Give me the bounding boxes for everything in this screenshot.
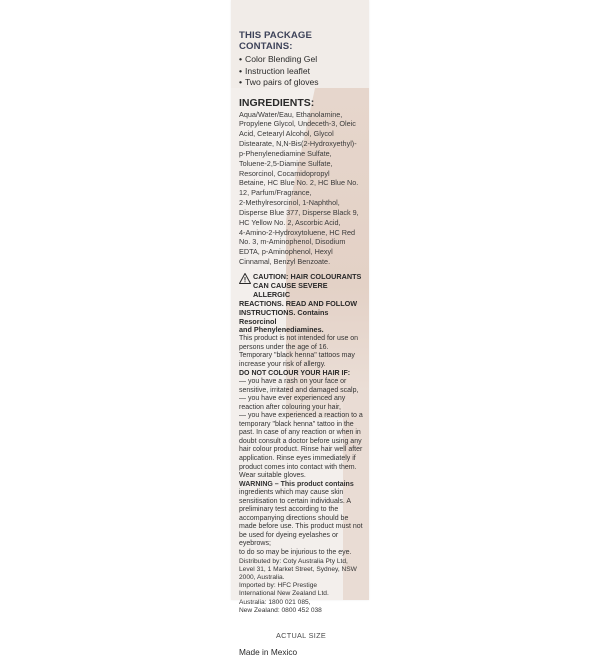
warning-triangle-icon [239, 273, 251, 284]
list-item: • Color Blending Gel [239, 54, 318, 64]
caution-text: REACTIONS. READ AND FOLLOW INSTRUCTIONS. Contains Resorcinol and Phenylenediamines. [239, 298, 358, 335]
label-content [239, 30, 363, 657]
list-item: • Instruction leaflet [239, 65, 310, 76]
actual-size-label: ACTUAL SIZE [275, 630, 327, 640]
ingredients-list: Aqua/Water/Eau, Ethanolamine, Propylene Glycol, Undeceth-3, Oleic Acid, Cetearyl Alcohol, Glycol Distearate, N,N-Bis(2-Hydroxyethyl)- p-Phenylenediamine Sulfate, Toluene-2,5-Diamine Sulfate, Resorcinol, Cocamidopropyl Betaine, HC Blue No. 2, HC Blue No. 12, Parfum/Fragrance, 2-Methylresorcinol, 1-Naphthol, Disperse Blue 377, Disperse Black 9, HC Yellow No. 2, Ascorbic Acid, 4-Amino-2-Hydroxytoluene, HC Red No. 3, m-Aminophenol, Disodium EDTA, p-Aminophenol, Hexyl Cinnamal, Benzyl Benzoate. [239, 109, 359, 267]
list-item: • Two pairs of gloves [239, 77, 319, 87]
package-title: THIS PACKAGE CONTAINS: [239, 30, 312, 52]
package-side-panel [231, 0, 369, 657]
package-contents-list [239, 54, 363, 89]
do-not-colour-title: DO NOT COLOUR YOUR HAIR IF: [239, 369, 351, 377]
distributor-info: Distributed by: Coty Australia Pty Ltd, Level 31, 1 Market Street, Sydney, NSW 2000, Australia. [239, 557, 357, 581]
made-in-label: Made in Mexico [239, 646, 298, 657]
warning-text: WARNING – This product contains ingredients which may cause skin sensitisation to certain individuals. A preliminary test according to the accompanying directions should be made before use. This product must not be used for dyeing eyelashes or eyebrows; to do so may be injurious to the eye. [239, 480, 363, 557]
age-notice: This product is not intended for use on persons under the age of 16. Temporary "black henna" tattoos may increase your risk of allergy. [239, 335, 359, 368]
caution-header: CAUTION: HAIR COLOURANTS CAN CAUSE SEVERE ALLERGIC [239, 273, 363, 300]
importer-info: Imported by: HFC Prestige International New Zealand Ltd. Australia: 1800 021 085, New Zealand: 0800 452 038 [239, 582, 329, 614]
do-not-colour-list: — you have a rash on your face or sensitive, irritated and damaged scalp, — you have ever experienced any reaction after colouring your hair, — you have experienced a reaction to a temporary "black henna" tattoo in the past. In case of any reaction or when in doubt consult a doctor before using any hair colour product. Rinse hair well after application. Rinse eyes immediately if product comes into contact with them. Wear suitable gloves. [239, 378, 363, 480]
ingredients-title: INGREDIENTS: [239, 96, 315, 109]
